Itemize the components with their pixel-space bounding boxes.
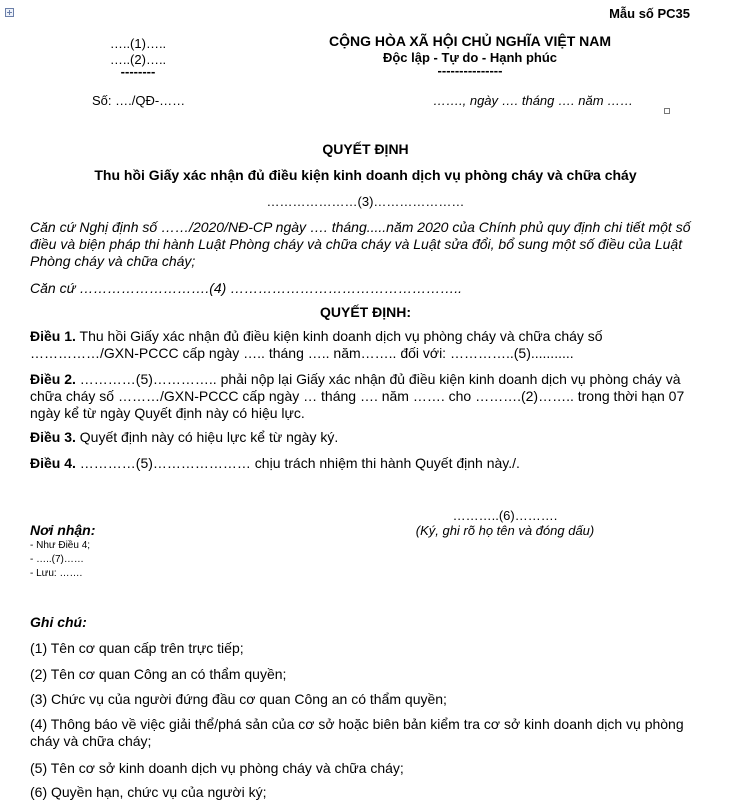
article-1 [30,328,680,362]
agency-line-1: …..(1)….. [109,36,167,51]
article-4-text: …………(5)………………… chịu trách nhiệm thi hành Quyết định này./. [79,455,520,471]
country-name: CỘNG HÒA XÃ HỘI CHỦ NGHĨA VIỆT NAM [328,33,612,49]
recipient-item: - Lưu: ……. [30,568,83,579]
note-item: (4) Thông báo về việc giải thể/phá sản của cơ sở hoặc biên bản kiểm tra cơ sở kinh doanh dịch vụ phòng cháy và chữa cháy; [30,716,684,749]
preamble-basis-2: Căn cứ ……………………….(4) ………………………………………….. [30,280,463,296]
issuer-line: …………………(3)………………… [266,194,465,209]
article-2-label: Điều 2. [30,371,76,387]
recipient-item: - …..(7)…… [30,554,84,565]
notes-heading: Ghi chú: [30,614,87,630]
agency-rule: -------- [120,64,156,79]
article-2 [30,371,690,422]
document-subject: Thu hồi Giấy xác nhận đủ điều kiện kinh doanh dịch vụ phòng cháy và chữa cháy [94,167,637,183]
recipients-heading: Nơi nhận: [30,522,96,538]
note-item: (3) Chức vụ của người đứng đầu cơ quan Công an có thẩm quyền; [30,691,447,707]
note-item: (2) Tên cơ quan Công an có thẩm quyền; [30,666,287,682]
article-3-label: Điều 3. [30,429,76,445]
article-4 [30,455,690,472]
note-item: (6) Quyền hạn, chức vụ của người ký; [30,784,267,800]
article-4-label: Điều 4. [30,455,76,471]
article-1-text: Thu hồi Giấy xác nhận đủ điều kiện kinh doanh dịch vụ phòng cháy và chữa cháy số ……………/GXN-PCCC cấp ngày ….. tháng ….. năm…….. đối với: …………..(5)........... [30,328,603,361]
small-anchor-box [664,108,670,114]
article-1-label: Điều 1. [30,328,76,344]
note-item: (1) Tên cơ quan cấp trên trực tiếp; [30,640,244,656]
recipient-item: - Như Điều 4; [30,540,91,551]
motto-rule: --------------- [437,63,503,78]
document-heading: QUYẾT ĐỊNH [322,141,409,157]
preamble-basis-1: Căn cứ Nghị định số ……/2020/NĐ-CP ngày …. tháng.....năm 2020 của Chính phủ quy định chi tiết một số điều và biện pháp thi hành Luật Phòng cháy và chữa cháy và Luật sửa đổi, bổ sung một số điều của Luật Phòng cháy và chữa cháy; [30,219,691,269]
agency-line-2: …..(2)….. [109,52,167,67]
signature-note: (Ký, ghi rõ họ tên và đóng dấu) [415,523,595,538]
decision-number: Số: …./QĐ-…… [92,93,186,108]
article-2-text: …………(5)………….. phải nộp lại Giấy xác nhận đủ điều kiện kinh doanh dịch vụ phòng cháy và chữa cháy số ………/GXN-PCCC cấp ngày … tháng …. năm ……. cho ……….(2)…….. trong thời hạn 07 ngày kể từ ngày Quyết định này có hiệu lực. [30,371,685,421]
signer-title: ………..(6)………. [452,508,558,523]
date-line: ……., ngày …. tháng …. năm …… [433,93,634,108]
note-item: (5) Tên cơ sở kinh doanh dịch vụ phòng cháy và chữa cháy; [30,760,404,776]
article-3 [30,429,690,446]
form-number: Mẫu số PC35 [609,6,690,21]
article-3-text: Quyết định này có hiệu lực kể từ ngày ký. [79,429,339,445]
motto: Độc lập - Tự do - Hạnh phúc [382,50,558,65]
decision-heading: QUYẾT ĐỊNH: [320,304,411,320]
table-anchor-icon[interactable] [5,8,14,17]
